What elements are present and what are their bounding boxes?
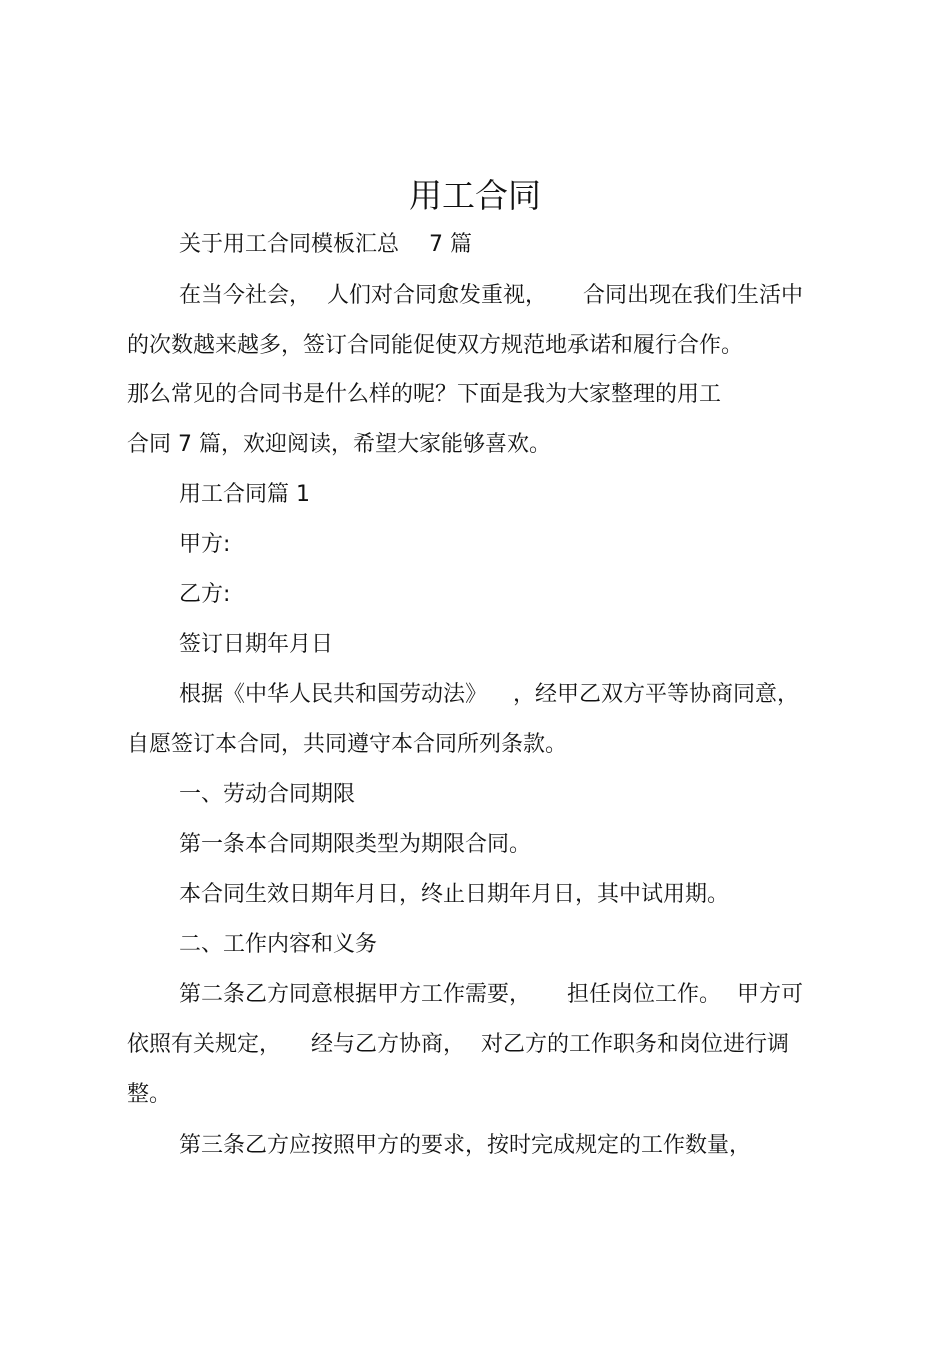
article-2-segment: 依照有关规定，	[127, 1032, 282, 1057]
article-2-segment: 经与乙方协商，	[311, 1032, 466, 1057]
document-title: 用工合同	[409, 176, 541, 215]
article-2-segment: 甲方可	[737, 982, 804, 1007]
article-1: 第一条本合同期限类型为期限合同。	[179, 832, 532, 857]
article-2-line-1	[179, 980, 803, 1010]
intro-segment: 在当今社会，	[179, 283, 312, 308]
intro-segment: 人们对合同愈发重视，	[327, 283, 548, 308]
sign-date-line: 签订日期年月日	[179, 632, 334, 657]
basis-line-1	[179, 680, 799, 710]
intro-line-1	[179, 281, 803, 311]
chapter-2-heading: 二、工作内容和义务	[179, 932, 378, 957]
subtitle-count: 7 篇	[429, 232, 473, 257]
article-2-segment: 对乙方的工作职务和岗位进行调	[481, 1032, 790, 1057]
subtitle-line	[179, 230, 472, 260]
article-3: 第三条乙方应按照甲方的要求，按时完成规定的工作数量，	[179, 1133, 752, 1158]
intro-line-2: 的次数越来越多，签订合同能促使双方规范地承诺和履行合作。	[127, 333, 744, 358]
chapter-1-heading: 一、劳动合同期限	[179, 782, 356, 807]
basis-line-2: 自愿签订本合同，共同遵守本合同所列条款。	[127, 732, 568, 757]
basis-segment: 根据《中华人民共和国劳动法》	[179, 682, 488, 707]
intro-line-4: 合同 7 篇，欢迎阅读，希望大家能够喜欢。	[127, 432, 551, 457]
article-2-line-2	[127, 1030, 789, 1060]
intro-segment: 合同出现在我们生活中	[583, 283, 804, 308]
article-2-line-3: 整。	[127, 1082, 172, 1107]
article-2-segment: 担任岗位工作。	[567, 982, 722, 1007]
subtitle-text: 关于用工合同模板汇总	[179, 232, 400, 257]
party-a-label: 甲方:	[179, 532, 231, 557]
effective-dates-line: 本合同生效日期年月日，终止日期年月日，其中试用期。	[179, 882, 730, 907]
intro-line-3: 那么常见的合同书是什么样的呢？下面是我为大家整理的用工	[127, 382, 722, 407]
section-heading: 用工合同篇 1	[179, 482, 310, 507]
basis-segment: ，经甲乙双方平等协商同意，	[513, 682, 800, 707]
party-b-label: 乙方:	[179, 582, 231, 607]
article-2-segment: 第二条乙方同意根据甲方工作需要，	[179, 982, 532, 1007]
